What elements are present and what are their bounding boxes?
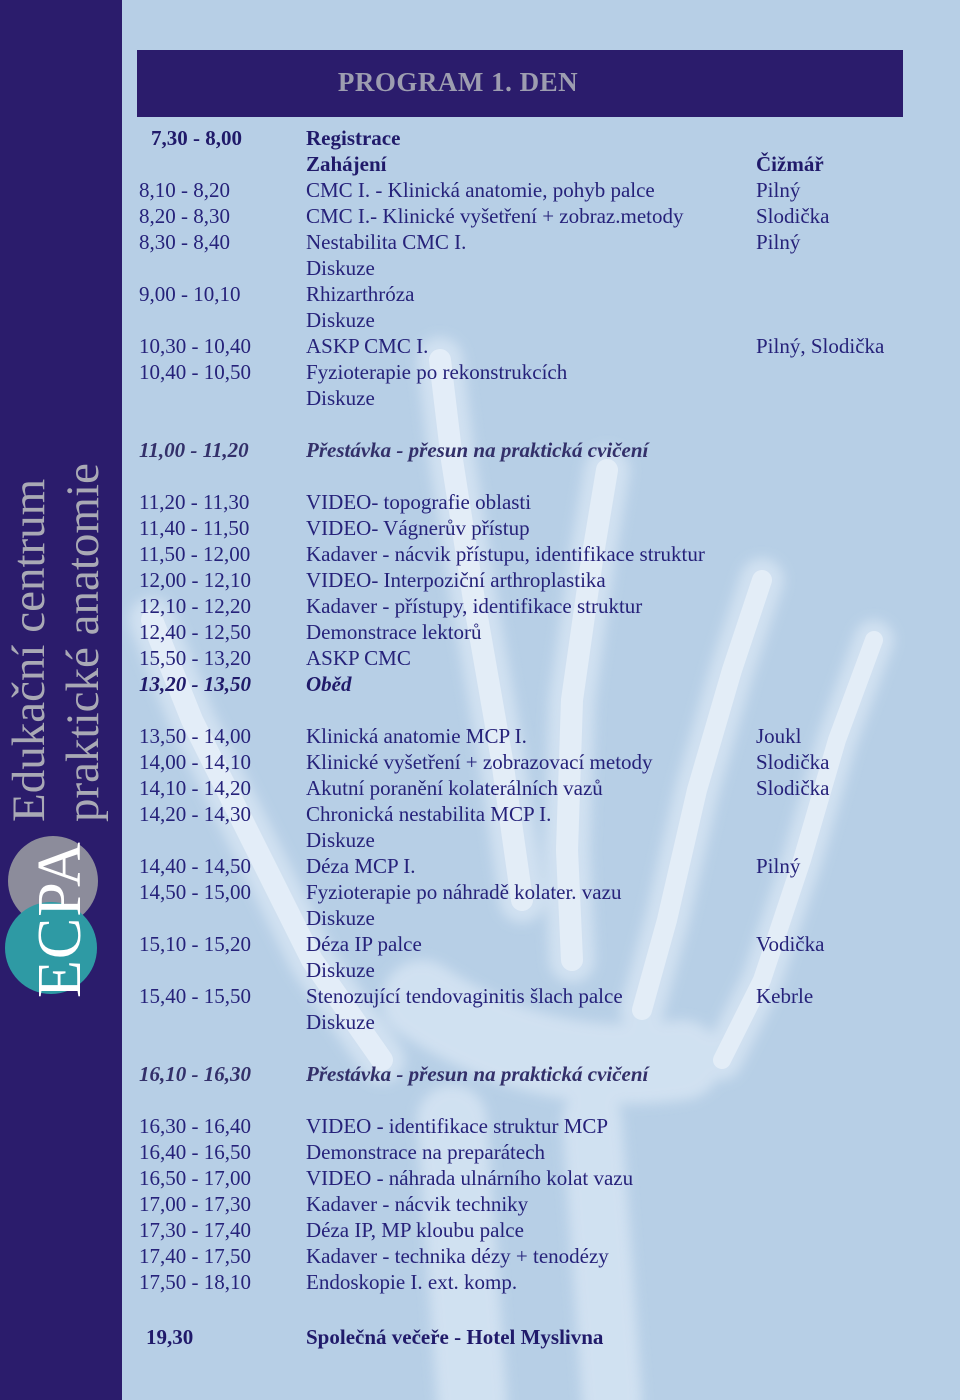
schedule-time: 14,50 - 15,00 <box>139 880 251 904</box>
schedule-time: 12,00 - 12,10 <box>139 568 251 592</box>
schedule-row <box>0 1217 960 1243</box>
schedule-title: Chronická nestabilita MCP I. <box>306 802 552 826</box>
schedule-row <box>0 515 960 541</box>
schedule-row <box>0 723 960 749</box>
schedule-row <box>0 593 960 619</box>
schedule-time: 16,10 - 16,30 <box>139 1062 251 1086</box>
schedule-title: Fyzioterapie po náhradě kolater. vazu <box>306 880 622 904</box>
schedule-title: CMC I.- Klinické vyšetření + zobraz.metody <box>306 204 684 228</box>
schedule-row <box>0 1269 960 1295</box>
schedule-row <box>0 749 960 775</box>
schedule-time: 12,40 - 12,50 <box>139 620 251 644</box>
schedule-time: 11,00 - 11,20 <box>139 438 249 462</box>
sidebar-title-line2: praktické anatomie <box>57 463 109 822</box>
schedule-title: Diskuze <box>306 906 375 930</box>
schedule-time: 9,00 - 10,10 <box>139 282 241 306</box>
program-title: PROGRAM 1. DEN <box>337 67 579 97</box>
schedule-row <box>0 1139 960 1165</box>
schedule-speaker: Pilný <box>756 178 801 202</box>
schedule-time: 17,40 - 17,50 <box>139 1244 251 1268</box>
schedule-row <box>0 775 960 801</box>
schedule-time: 10,40 - 10,50 <box>139 360 251 384</box>
schedule-speaker: Pilný <box>756 854 801 878</box>
schedule-title: Zahájení <box>306 152 387 176</box>
schedule-title: Kadaver - přístupy, identifikace struktur <box>306 594 643 618</box>
schedule-row <box>0 983 960 1009</box>
schedule-row <box>0 1061 960 1087</box>
schedule-time: 17,50 - 18,10 <box>139 1270 251 1294</box>
schedule-speaker: Kebrle <box>756 984 814 1008</box>
schedule-time: 8,10 - 8,20 <box>139 178 230 202</box>
schedule-time: 13,20 - 13,50 <box>139 672 251 696</box>
schedule-title: VIDEO- Vágnerův přístup <box>306 516 530 540</box>
schedule-title: CMC I. - Klinická anatomie, pohyb palce <box>306 178 655 202</box>
schedule-time: 11,40 - 11,50 <box>139 516 250 540</box>
schedule-row <box>0 229 960 255</box>
schedule-speaker: Vodička <box>756 932 825 956</box>
schedule-row <box>0 1191 960 1217</box>
schedule-speaker: Čižmář <box>756 152 824 176</box>
schedule-title: Společná večeře - Hotel Myslivna <box>306 1325 604 1349</box>
schedule-title: Registrace <box>306 126 401 150</box>
schedule-title: ASKP CMC I. <box>306 334 429 358</box>
schedule-title: Oběd <box>306 672 352 696</box>
schedule-row <box>0 1165 960 1191</box>
schedule-row <box>0 671 960 697</box>
schedule-title: Stenozující tendovaginitis šlach palce <box>306 984 623 1008</box>
schedule-title: ASKP CMC <box>306 646 411 670</box>
schedule-time: 15,10 - 15,20 <box>139 932 251 956</box>
schedule-time: 13,50 - 14,00 <box>139 724 251 748</box>
schedule-row <box>0 931 960 957</box>
schedule-title: Fyzioterapie po rekonstrukcích <box>306 360 568 384</box>
schedule-time: 8,30 - 8,40 <box>139 230 230 254</box>
schedule-title: VIDEO- Interpoziční arthroplastika <box>306 568 606 592</box>
schedule-title: Déza IP, MP kloubu palce <box>306 1218 524 1242</box>
schedule-row <box>0 281 960 307</box>
schedule-row <box>0 151 960 177</box>
schedule-time: 16,50 - 17,00 <box>139 1166 251 1190</box>
schedule-row <box>0 853 960 879</box>
schedule-title: Přestávka - přesun na praktická cvičení <box>306 438 649 462</box>
schedule-speaker: Slodička <box>756 750 830 774</box>
schedule-title: VIDEO - náhrada ulnárního kolat vazu <box>306 1166 634 1190</box>
schedule-row <box>0 489 960 515</box>
logo-text: ECPA <box>26 841 94 998</box>
schedule-title: Endoskopie I. ext. komp. <box>306 1270 518 1294</box>
schedule-row <box>0 567 960 593</box>
schedule-title: Kadaver - nácvik techniky <box>306 1192 529 1216</box>
schedule-title: Nestabilita CMC I. <box>306 230 467 254</box>
schedule-row <box>0 1324 960 1350</box>
schedule-time: 17,30 - 17,40 <box>139 1218 251 1242</box>
schedule-row <box>0 255 960 281</box>
schedule-title: Kadaver - technika dézy + tenodézy <box>306 1244 609 1268</box>
schedule-speaker: Pilný <box>756 230 801 254</box>
schedule-title: VIDEO - identifikace struktur MCP <box>306 1114 609 1138</box>
schedule-title: Diskuze <box>306 256 375 280</box>
schedule-row <box>0 359 960 385</box>
schedule-time: 15,40 - 15,50 <box>139 984 251 1008</box>
schedule-row <box>0 437 960 463</box>
schedule-time: 14,00 - 14,10 <box>139 750 251 774</box>
schedule-time: 12,10 - 12,20 <box>139 594 251 618</box>
schedule-title: Déza MCP I. <box>306 854 416 878</box>
schedule-row <box>0 801 960 827</box>
schedule-time: 11,50 - 12,00 <box>139 542 251 566</box>
schedule-title: Diskuze <box>306 308 375 332</box>
schedule-title: Diskuze <box>306 1010 375 1034</box>
schedule-time: 19,30 <box>146 1325 194 1349</box>
schedule-row <box>0 645 960 671</box>
schedule-row <box>0 203 960 229</box>
schedule-time: 15,50 - 13,20 <box>139 646 251 670</box>
schedule-title: VIDEO- topografie oblasti <box>306 490 532 514</box>
schedule-speaker: Joukl <box>756 724 802 748</box>
schedule-title: Klinické vyšetření + zobrazovací metody <box>306 750 653 774</box>
schedule-row <box>0 541 960 567</box>
schedule-row <box>0 385 960 411</box>
schedule-time: 10,30 - 10,40 <box>139 334 251 358</box>
schedule-row <box>0 333 960 359</box>
schedule-title: Déza IP palce <box>306 932 422 956</box>
schedule-row <box>0 125 960 151</box>
schedule-row <box>0 905 960 931</box>
schedule-title: Diskuze <box>306 386 375 410</box>
schedule-title: Klinická anatomie MCP I. <box>306 724 527 748</box>
schedule-row <box>0 827 960 853</box>
schedule-title: Rhizarthróza <box>306 282 415 306</box>
schedule-row <box>0 1113 960 1139</box>
schedule-time: 7,30 - 8,00 <box>151 126 242 150</box>
schedule-title: Demonstrace lektorů <box>306 620 482 644</box>
schedule-speaker: Pilný, Slodička <box>756 334 885 358</box>
schedule-title: Přestávka - přesun na praktická cvičení <box>306 1062 649 1086</box>
schedule-title: Diskuze <box>306 828 375 852</box>
schedule-speaker: Slodička <box>756 204 830 228</box>
schedule-time: 14,10 - 14,20 <box>139 776 251 800</box>
schedule-row <box>0 1243 960 1269</box>
schedule-row <box>0 177 960 203</box>
schedule-title: Diskuze <box>306 958 375 982</box>
schedule-speaker: Slodička <box>756 776 830 800</box>
schedule-title: Kadaver - nácvik přístupu, identifikace struktur <box>306 542 705 566</box>
schedule-title: Akutní poranění kolaterálních vazů <box>306 776 603 800</box>
schedule-time: 16,40 - 16,50 <box>139 1140 251 1164</box>
schedule-row <box>0 879 960 905</box>
schedule-row <box>0 957 960 983</box>
schedule-time: 11,20 - 11,30 <box>139 490 250 514</box>
schedule-time: 14,40 - 14,50 <box>139 854 251 878</box>
schedule-time: 14,20 - 14,30 <box>139 802 251 826</box>
schedule-time: 16,30 - 16,40 <box>139 1114 251 1138</box>
schedule-time: 17,00 - 17,30 <box>139 1192 251 1216</box>
sidebar-title-line1: Edukační centrum <box>3 478 55 822</box>
schedule-row <box>0 619 960 645</box>
schedule-title: Demonstrace na preparátech <box>306 1140 546 1164</box>
schedule-row <box>0 1009 960 1035</box>
program-header <box>137 50 903 117</box>
schedule-row <box>0 307 960 333</box>
schedule-time: 8,20 - 8,30 <box>139 204 230 228</box>
